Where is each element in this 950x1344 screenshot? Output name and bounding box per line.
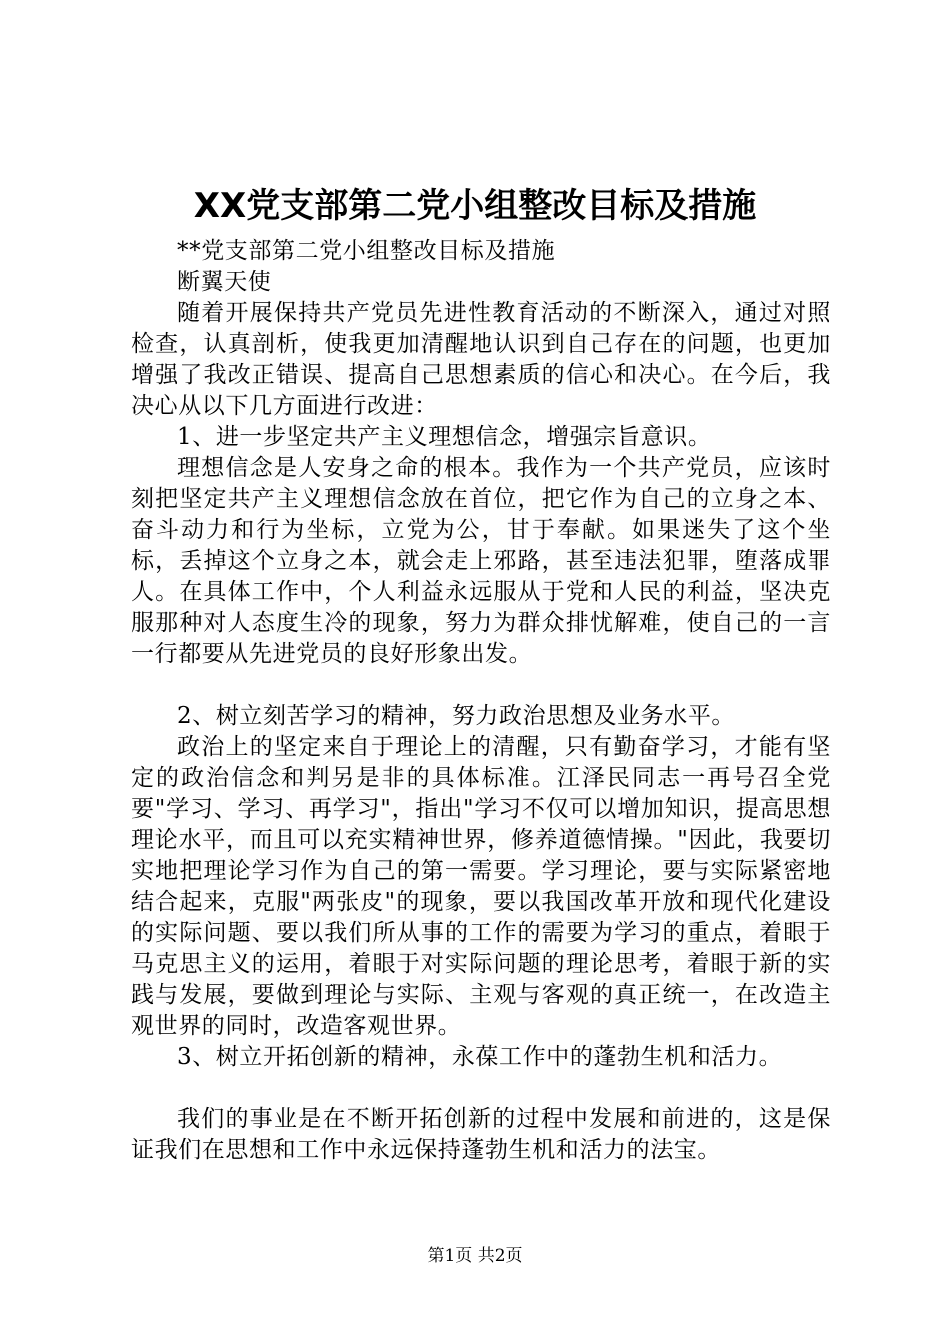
heading-point-1: 1、进一步坚定共产主义理想信念，增强宗旨意识。: [177, 424, 712, 450]
paragraph-intro: 随着开展保持共产党员先进性教育活动的不断深入，通过对照检查，认真剖析，使我更加清醒地认识到自己存在的问题，也更加增强了我改正错误、提高自己思想素质的信心和决心。在今后，我决心从以下几方面进行改进：: [131, 300, 831, 419]
document-title: XX党支部第二党小组整改目标及措施: [193, 186, 757, 226]
heading-point-2: 2、树立刻苦学习的精神，努力政治思想及业务水平。: [177, 703, 736, 729]
paragraph-point-3: 我们的事业是在不断开拓创新的过程中发展和前进的，这是保证我们在思想和工作中永远保持蓬勃生机和活力的法宝。: [131, 1106, 831, 1163]
author-line: 断翼天使: [177, 269, 272, 295]
heading-point-3: 3、树立开拓创新的精神，永葆工作中的蓬勃生机和活力。: [177, 1044, 783, 1070]
document-body: [131, 236, 831, 1166]
paragraph-point-1: 理想信念是人安身之命的根本。我作为一个共产党员，应该时刻把坚定共产主义理想信念放在首位，把它作为自己的立身之本、奋斗动力和行为坐标，立党为公，甘于奉献。如果迷失了这个坐标，丢掉这个立身之本，就会走上邪路，甚至违法犯罪，堕落成罪人。在具体工作中，个人利益永远服从于党和人民的利益，坚决克服那种对人态度生冷的现象，努力为群众排忧解难，使自己的一言一行都要从先进党员的良好形象出发。: [131, 455, 831, 667]
subtitle-line: **党支部第二党小组整改目标及措施: [177, 238, 556, 264]
paragraph-spacer: [131, 670, 831, 701]
paragraph-spacer: [131, 1073, 831, 1104]
paragraph-point-2: 政治上的坚定来自于理论上的清醒，只有勤奋学习，才能有坚定的政治信念和判另是非的具体标准。江泽民同志一再号召全党要"学习、学习、再学习"，指出"学习不仅可以增加知识，提高思想理论水平，而且可以充实精神世界，修养道德情操。"因此，我要切实地把理论学习作为自己的第一需要。学习理论，要与实际紧密地结合起来，克服"两张皮"的现象，要以我国改革开放和现代化建设的实际问题、要以我们所从事的工作的需要为学习的重点，着眼于马克思主义的运用，着眼于对实际问题的理论思考，着眼于新的实践与发展，要做到理论与实际、主观与客观的真正统一，在改造主观世界的同时，改造客观世界。: [131, 734, 831, 1039]
page-footer: 第1页 共2页: [427, 1246, 523, 1266]
